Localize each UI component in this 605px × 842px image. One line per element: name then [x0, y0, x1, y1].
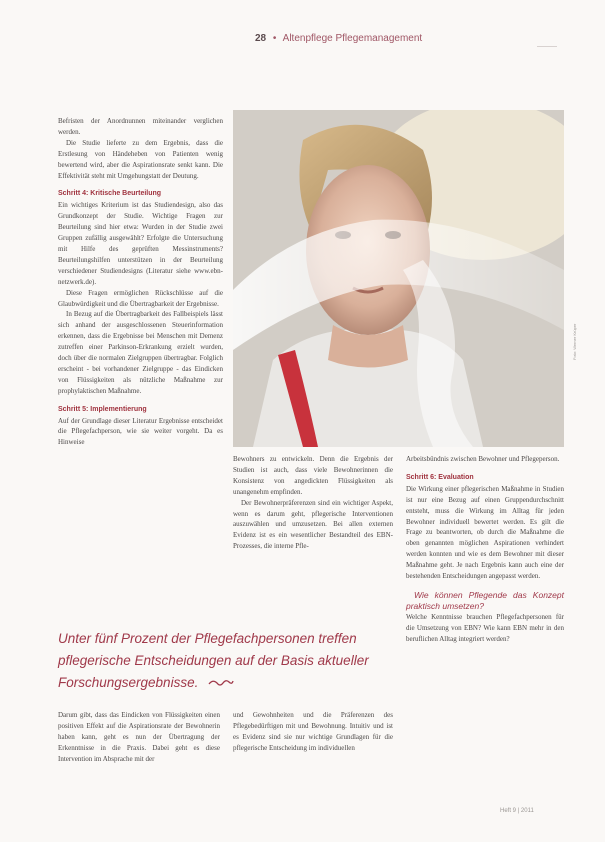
text-column-3 [406, 454, 564, 645]
paragraph: Welche Kenntnisse brauchen Pflegefachpersonen für die Umsetzung von EBN? Wie kann EBN mehr in den beruflichen Alltag integriert werden? [406, 612, 564, 643]
article-photo [233, 110, 564, 447]
paragraph: Arbeitsbündnis zwischen Bewohner und Pflegeperson. [406, 455, 560, 463]
header-separator: • [272, 33, 277, 44]
paragraph: Auf der Grundlage dieser Literatur Ergebnisse entscheidet die Pflegefachperson, wie sie weiter vorgeht. Da es Hinweise [58, 416, 223, 447]
paragraph: Die Wirkung einer pflegerischen Maßnahme in Studien ist nur eine Bezug auf einen Gruppendurchschnitt entsteht, muss die Wirkung im Alltag für jeden Bewohner individuell bewertet werden. Es gilt die Frage zu beantworten, ob durch die Maßnahme die oben genannten möglichen Aspirationen verhindert werden konnten und wie es dem Bewohner mit dieser Maßnahme geht. Je nach Ergebnis kann auch eine der bestehenden Entscheidungen angepasst werden. [406, 484, 564, 581]
footer-issue: Heft 9 | 2011 [500, 808, 534, 814]
paragraph: Befristen der Anordnunnen miteinander verglichen werden. [58, 117, 223, 136]
header-rule [537, 46, 557, 47]
pull-quote-text: Unter fünf Prozent der Pflegefachpersonen treffen pflegerische Entscheidungen auf der Basis aktueller Forschungsergebnisse. [58, 631, 369, 690]
paragraph: Darum gibt, dass das Eindicken von Flüssigkeiten einen positiven Effekt auf die Aspirationsrate der Bewohnerin haben kann, geht es nun der Übertragung der Erkenntnisse in die Praxis. Dabei geht es diese Intervention im Absprache mit der [58, 711, 220, 763]
text-column-bottom-2 [233, 710, 393, 754]
section-heading-step5: Schritt 5: Implementierung [58, 405, 147, 413]
paragraph: In Bezug auf die Übertragbarkeit des Fallbeispiels lässt sich anhand der ausgeschlossenen Steuerinformation erkennen, dass die Ergebnisse bei Menschen mit Demenz zutreffen einer Parkinson-Erkrankung erzielt wurden, doch über die normalen Zielgruppen übertragbar. Folglich erscheint - bei vorhandener Zielgruppe - das Eindicken von Flüssigkeiten als nützliche Maßnahme zur prophylaktischen Maßnahme. [58, 310, 223, 395]
sidebar-question-heading: Wie können Pflegende das Konzept praktisch umsetzen? [406, 589, 564, 611]
paragraph: Die Studie lieferte zu dem Ergebnis, dass die Erstlesung von Händeheben von Patienten wenig bewertend wird, aber die Aspirationsrate senkt kann. Die Effektivität steht mit Umgehungstatt der Deutung. [58, 138, 223, 180]
nurse-portrait-image [233, 110, 564, 447]
paragraph: und Gewohnheiten und die Präferenzen des Pflegebedürftigen mit und Bewohnung. Intuitiv und ist es Evidenz sind sie nur wichtige Grundlagen für die pflegerische Entscheidung im individuellen [233, 711, 393, 752]
page-header [255, 33, 422, 44]
section-heading-step6: Schritt 6: Evaluation [406, 473, 474, 481]
text-column-bottom-1 [58, 710, 220, 765]
page-number: 28 [255, 33, 267, 44]
pull-quote [58, 628, 388, 694]
text-column-2 [233, 454, 393, 552]
paragraph: Der Bewohnerpräferenzen sind ein wichtiger Aspekt, wenn es darum geht, pflegerische Interventionen auszuwählen und umzusetzen. Bei allen externen Evidenz ist es ein wesentlicher Bestandteil des EBN-Prozesses, die interne Pfle- [233, 498, 393, 551]
paragraph: Bewohners zu entwickeln. Denn die Ergebnis der Studien ist auch, dass viele Bewohnerinnen die Konsistenz von angedickten Flüssigkeiten als unangenehm empfinden. [233, 455, 393, 496]
paragraph: Ein wichtiges Kriterium ist das Studiendesign, also das Grundkonzept der Studie. Wichtige Fragen zur Beurteilung sind hier etwa: Wurden in der Studie zwei Gruppen zufällig ausgewählt? Erfolgte die Untersuchung mit Hilfe des geprüften Messinstruments? Beurteilungshilfen unterstützen in der Beurteilung verschiedener Studiendesigns (Literatur siehe www.ebn-netzwerk.de). [58, 201, 223, 286]
paragraph: Diese Fragen ermöglichen Rückschlüsse auf die Glaubwürdigkeit und die Übertragbarkeit der Ergebnisse. [58, 288, 223, 308]
photo-credit: Foto: Werner Krüper [572, 323, 577, 360]
text-column-1 [58, 116, 223, 448]
swirl-ornament-icon [208, 678, 234, 688]
magazine-title: Altenpflege Pflegemanagement [282, 33, 423, 44]
section-heading-step4: Schritt 4: Kritische Beurteilung [58, 190, 162, 198]
